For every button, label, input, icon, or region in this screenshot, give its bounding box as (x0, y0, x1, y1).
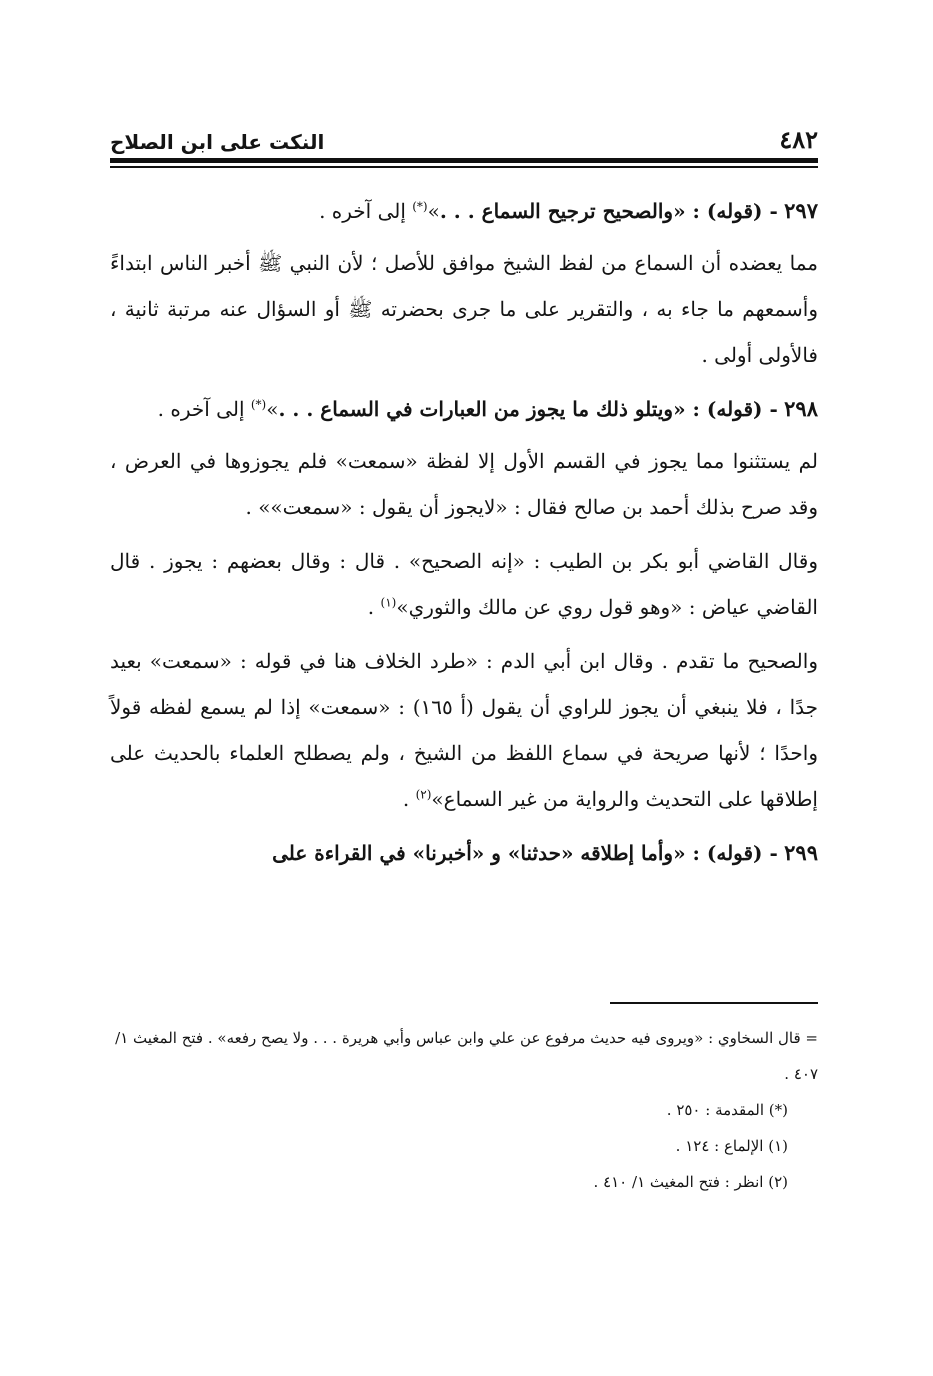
footnote-ref: (٢) (415, 787, 432, 802)
qawluhu-label: (قوله) : « (673, 841, 763, 865)
header-rule-thick (110, 158, 818, 163)
paragraph-2: لم يستثنوا مما يجوز في القسم الأول إلا لفظة «سمعت» فلم يجوزوها في العرض ، وقد صرح بذلك أحمد بن صالح فقال : «لايجوز أن يقول : «سمعت»» . (110, 449, 818, 519)
page-number: ٤٨٢ (779, 125, 818, 154)
entry-297: ٢٩٧ - (قوله) : «والصحيح ترجيح السماع . . .»(*) إلى آخره . (319, 198, 818, 223)
paragraph-3-text: وقال القاضي أبو بكر بن الطيب : «إنه الصحيح» . قال : وقال بعضهم : يجوز . قال القاضي عياض : «وهو قول روي عن مالك والثوري» (110, 549, 818, 619)
paragraph-1: مما يعضده أن السماع من لفظ الشيخ موافق للأصل ؛ لأن النبي ﷺ أخبر الناس ابتداءً وأسمعهم ما جاء به ، والتقرير على ما جرى بحضرته ﷺ أو السؤال عنه مرتبة ثانية ، فالأولى أولى . (110, 251, 818, 367)
footnote-separator (610, 1002, 818, 1004)
paragraph-3: وقال القاضي أبو بكر بن الطيب : «إنه الصحيح» . قال : وقال بعضهم : يجوز . قال القاضي عياض : «وهو قول روي عن مالك والثوري»$^{(١)}$ . (110, 549, 818, 619)
entry-rest: إلى آخره . (157, 397, 251, 421)
footnote-2: (٢) انظر : فتح المغيث ١/ ٤١٠ . (593, 1173, 788, 1191)
footnote-ref: (١) (380, 595, 397, 610)
running-title: النكت على ابن الصلاح (110, 130, 325, 154)
header-rule-thin (110, 166, 818, 168)
entry-quote: ويتلو ذلك ما يجوز من العبارات في السماع . . . (278, 397, 674, 421)
footnote-ref: (*) (412, 199, 428, 214)
footnote-ref: (*) (250, 397, 267, 412)
footnote-star: (*) المقدمة : ٢٥٠ . (666, 1101, 788, 1119)
qawluhu-label: (قوله) : « (673, 199, 763, 223)
entry-quote: والصحيح ترجيح السماع . . . (439, 199, 674, 223)
entry-number: ٢٩٩ (784, 840, 818, 865)
footnote-continued: = قال السخاوي : «ويروى فيه حديث مرفوع عن علي وابن عباس وأبي هريرة . . . ولا يصح رفعه» . فتح المغيث ١/ ٤٠٧ . (115, 1029, 818, 1083)
page-header (110, 118, 818, 154)
footnotes (110, 1020, 818, 1200)
qawluhu-label: (قوله) : « (673, 397, 763, 421)
entry-number: ٢٩٨ (784, 396, 818, 421)
paragraph-4: والصحيح ما تقدم . وقال ابن أبي الدم : «طرد الخلاف هنا في قوله : «سمعت» بعيد جدًا ، فلا ينبغي أن يجوز للراوي أن يقول (أ ١٦٥) : «سمعت» إذا لم يسمع لفظه قولاً واحدًا ؛ لأنها صريحة في سماع اللفظ من الشيخ ، ولم يصطلح العلماء بالحديث على إطلاقها على التحديث والرواية من غير السماع»$^{(٢)}$ . (110, 649, 818, 811)
paragraph-4-text: والصحيح ما تقدم . وقال ابن أبي الدم : «طرد الخلاف هنا في قوله : «سمعت» بعيد جدًا ، فلا ينبغي أن يجوز للراوي أن يقول (أ ١٦٥) : «سمعت» إذا لم يسمع لفظه قولاً واحدًا ؛ لأنها صريحة في سماع اللفظ من الشيخ ، ولم يصطلح العلماء بالحديث على إطلاقها على التحديث والرواية من غير السماع» (110, 649, 818, 811)
entry-quote: وأما إطلاقه «حدثنا» و «أخبرنا» في القراءة على (272, 841, 674, 865)
main-text (110, 188, 818, 882)
entry-number: ٢٩٧ (784, 198, 818, 223)
entry-rest: إلى آخره . (319, 199, 413, 223)
entry-298: ٢٩٨ - (قوله) : «ويتلو ذلك ما يجوز من العبارات في السماع . . .»(*) إلى آخره . (157, 396, 818, 421)
entry-299: ٢٩٩ - (قوله) : «وأما إطلاقه «حدثنا» و «أخبرنا» في القراءة على (272, 840, 818, 865)
footnote-1: (١) الإلماع : ١٢٤ . (675, 1137, 788, 1155)
